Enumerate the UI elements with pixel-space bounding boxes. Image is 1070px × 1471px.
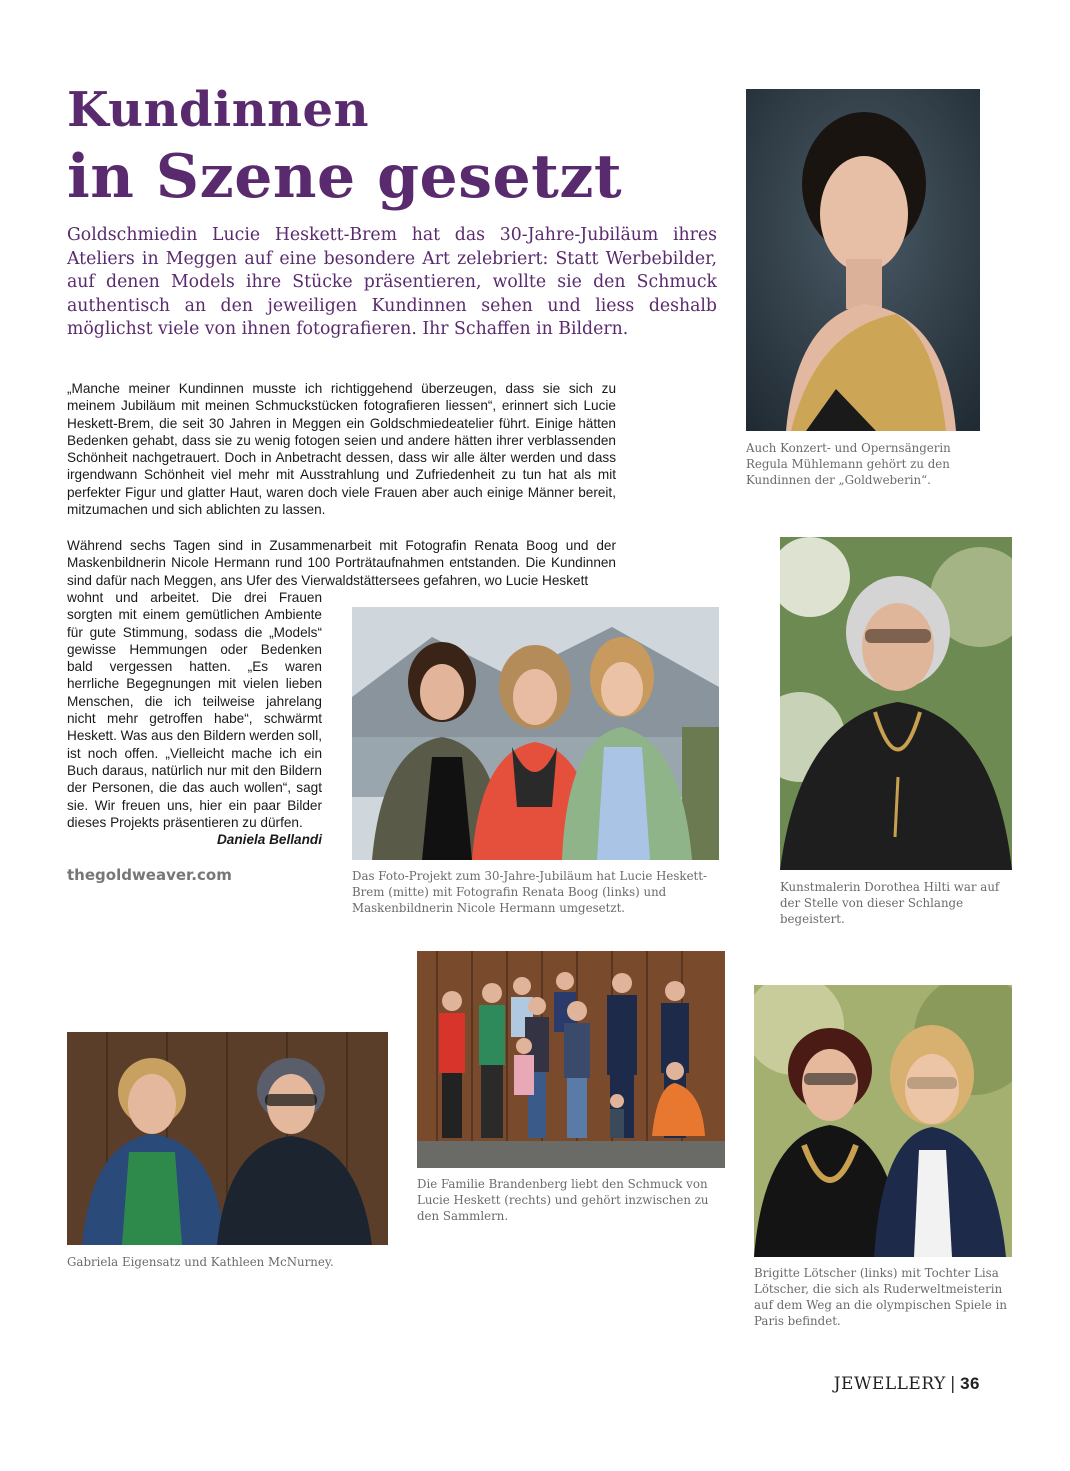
caption-painter: Kunstmalerin Dorothea Hilti war auf der Stelle von dieser Schlange begeistert. <box>780 880 1000 926</box>
photo-duo-illustration <box>67 1032 388 1245</box>
photo-singer <box>746 89 980 431</box>
photo-family <box>417 951 725 1168</box>
photo-painter-illustration <box>780 537 1012 870</box>
body-paragraph-3 <box>67 589 322 848</box>
photo-painter <box>780 537 1012 870</box>
caption-singer: Auch Konzert- und Opernsängerin Regula Mühlemann gehört zu den Kundinnen der „Goldweberin“. <box>746 441 951 487</box>
photo-duo <box>67 1032 388 1245</box>
body-paragraph-3-text: wohnt und arbeitet. Die drei Frauen sorgten mit einem gemütlichen Ambiente für gute Stimmung, sodass die „Models“ gewisse Hemmungen oder Bedenken bald vergessen hatten. „Es waren herrliche Begegnungen mit vielen lieben Menschen, die ich teilweise jahrelang nicht mehr getroffen habe“, schwärmt Heskett. Was aus den Bildern werden soll, ist noch offen. „Vielleicht mache ich ein Buch daraus, natürlich nur mit den Bildern der Personen, die das auch wollen“, sagt sie. Wir freuen uns, hier ein paar Bilder dieses Projekts präsentieren zu dürfen. <box>67 590 322 830</box>
body-paragraph-1: „Manche meiner Kundinnen musste ich richtiggehend überzeugen, dass sie sich zu meinem Jubiläum mit meinen Schmuckstücken fotografieren liessen“, erinnert sich Lucie Heskett-Brem, die seit 30 Jahren in Meggen ein Goldschmiedeatelier führt. Einige hätten Bedenken gehabt, dass sie zu wenig fotogen seien und andere hätten ihrer verblassenden Schönheit nachgetrauert. Doch in Anbetracht dessen, dass wir alle älter werden und dass irgendwann Schönheit viel mehr mit Ausstrahlung und Zufriedenheit zu tun hat als mit perfekter Figur und glatter Haut, waren doch viele Frauen aber auch einige Männer bereit, mitzumachen und sich ablichten zu lassen. <box>67 381 616 518</box>
photo-trio-illustration <box>352 607 719 860</box>
title-line-1: Kundinnen <box>67 82 369 138</box>
lead-paragraph: Goldschmiedin Lucie Heskett-Brem hat das 30-Jahre-Jubiläum ihres Ateliers in Meggen auf eine besondere Art zelebriert: Statt Werbebilder, auf denen Models ihre Stücke präsentieren, wollte sie den Schmuck authentisch an den jeweiligen Kundinnen sehen und liess deshalb möglichst viele von ihnen fotografieren. Ihr Schaffen in Bildern. <box>67 225 717 339</box>
photo-mother-daughter <box>754 985 1012 1257</box>
caption-mother-daughter: Brigitte Lötscher (links) mit Tochter Lisa Lötscher, die sich als Ruderweltmeisterin auf dem Weg an die olympischen Spiele in Paris befindet. <box>754 1266 1007 1328</box>
author-byline: Daniela Bellandi <box>216 832 322 848</box>
title-line-2: in Szene gesetzt <box>67 142 623 212</box>
caption-duo: Gabriela Eigensatz und Kathleen McNurney. <box>67 1255 334 1269</box>
photo-trio <box>352 607 719 860</box>
photo-mother-daughter-illustration <box>754 985 1012 1257</box>
body-paragraph-2: Während sechs Tagen sind in Zusammenarbeit mit Fotografin Renata Boog und der Maskenbildnerin Nicole Hermann rund 100 Porträtaufnahmen entstanden. Die Kundinnen sind dafür nach Meggen, ans Ufer des Vierwaldstättersees gefahren, wo Lucie Heskett <box>67 538 616 588</box>
photo-family-illustration <box>417 951 725 1168</box>
caption-family: Die Familie Brandenberg liebt den Schmuck von Lucie Heskett (rechts) und gehört inzwischen zu den Sammlern. <box>417 1177 709 1223</box>
page-number: 36 <box>960 1374 980 1393</box>
website-link[interactable]: thegoldweaver.com <box>67 866 232 884</box>
page-footer <box>834 1374 980 1394</box>
footer-separator: | <box>949 1374 957 1394</box>
photo-singer-illustration <box>746 89 980 431</box>
footer-section: JEWELLERY <box>833 1374 946 1394</box>
caption-trio: Das Foto-Projekt zum 30-Jahre-Jubiläum hat Lucie Heskett-Brem (mitte) mit Fotografin Renata Boog (links) und Maskenbildnerin Nicole Hermann umgesetzt. <box>352 869 708 915</box>
